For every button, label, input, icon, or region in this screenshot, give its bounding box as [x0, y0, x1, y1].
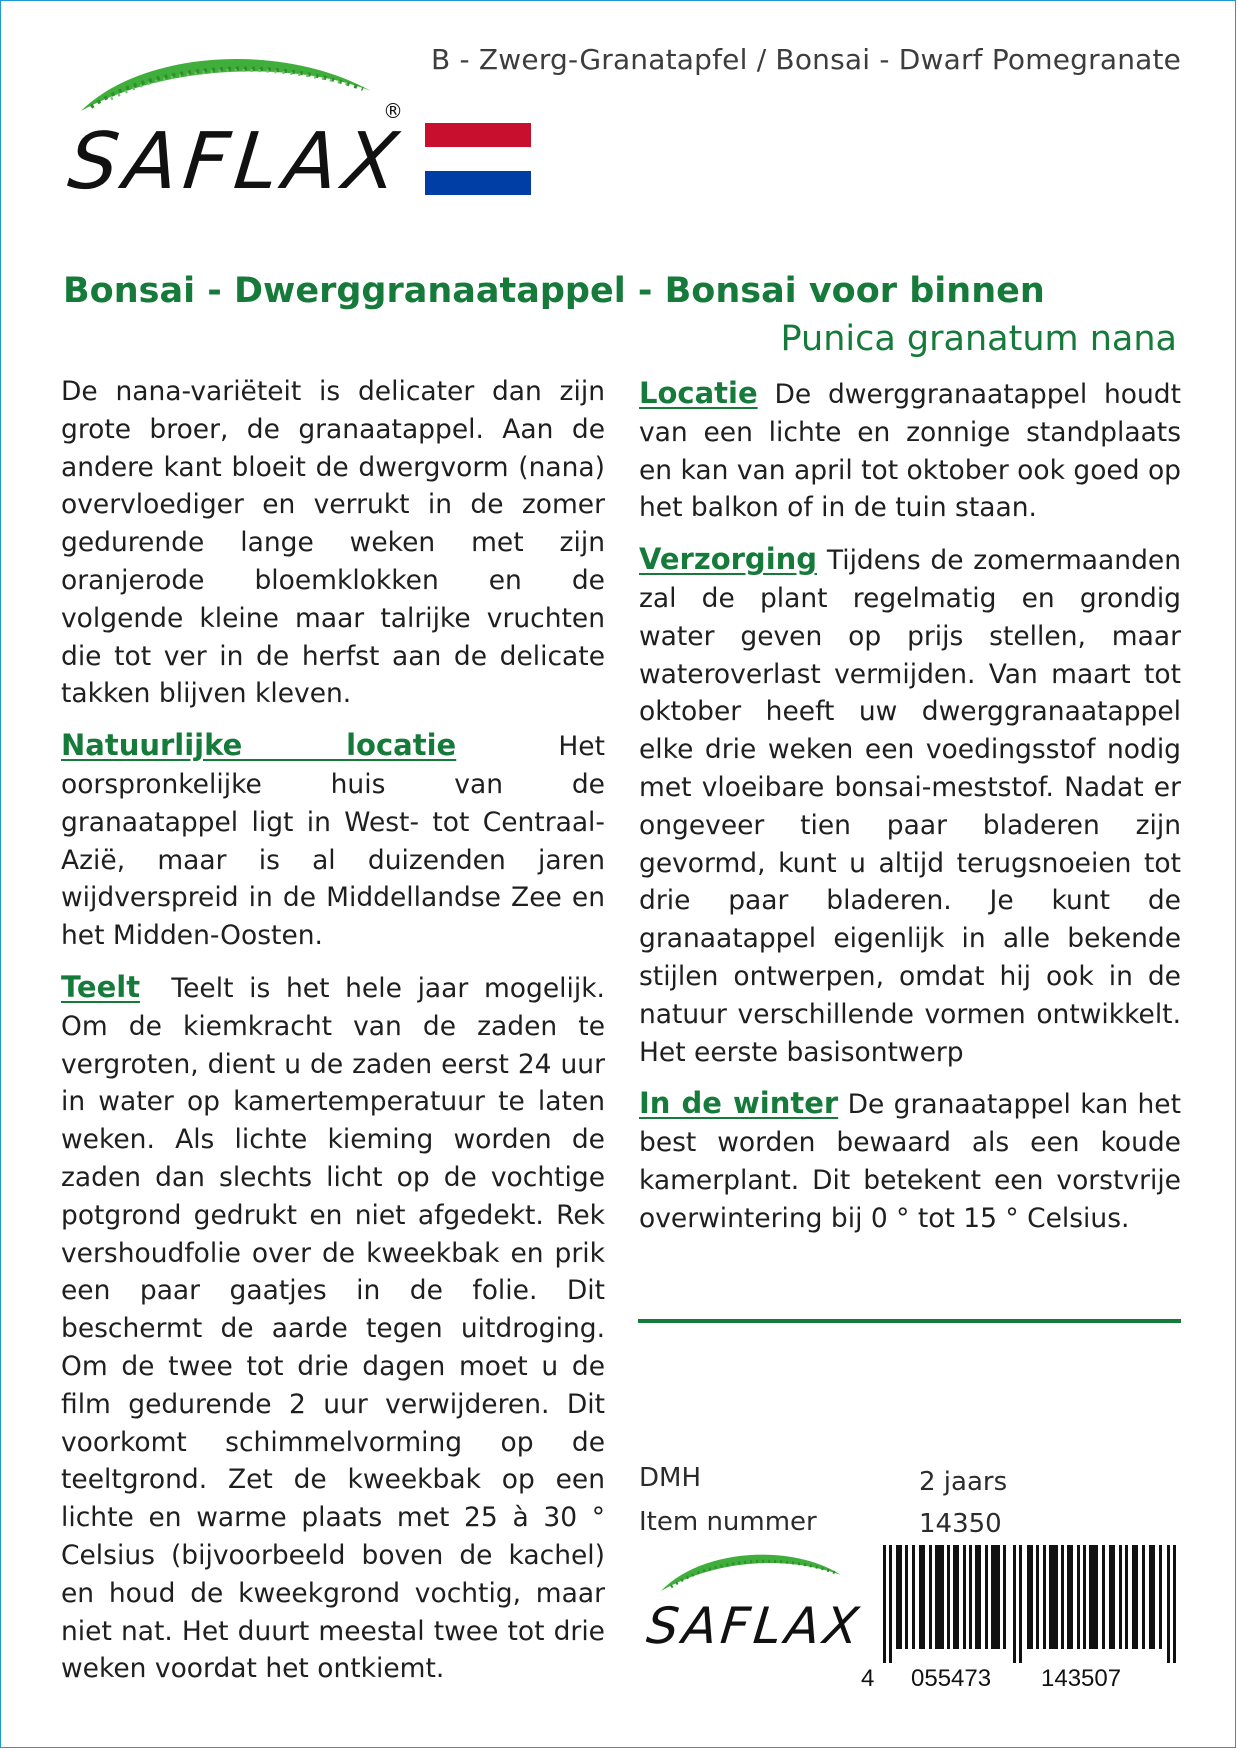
logo-wordmark: SAFLAX: [64, 117, 408, 207]
care-text: Tijdens de zomermaanden zal de plant regelmatig en grondig water geven op prijs stellen, maar wateroverlast vermijden. Van maart tot oktober heeft uw dwerggranaatappel elke drie weken een voedingsstof nodig met vloeibare bonsai-meststof. Nadat er ongeveer tien paar bladeren zijn gevormd, kunt u altijd terugsnoeien tot drie paar bladeren. Je kunt de granaatappel eigenlijk in alle bekende stijlen ontwerpen, omdat hij ook in de natuur verschillende vormen ontwikkelt. Het eerste basisontwerp: [639, 545, 1181, 1068]
left-column: [61, 373, 605, 1702]
item-number-value: 14350: [919, 1509, 1002, 1539]
saflax-logo: [51, 41, 421, 221]
care-heading: Verzorging: [639, 542, 818, 577]
natural-location-section: [61, 727, 605, 955]
care-section: [639, 541, 1181, 1071]
winter-heading: In de winter: [639, 1086, 839, 1121]
right-column: [639, 375, 1181, 1252]
barcode-first-digit: 4: [861, 1665, 875, 1692]
saflax-logo-small: [641, 1541, 866, 1661]
intro-paragraph: De nana-variëteit is delicater dan zijn grote broer, de granaatappel. Aan de andere kant bloeit de dwergvorm (nana) overvloediger en verrukt in de zomer gedurende lange weken met zijn oranjerode bloemklokken en de volgende kleine maar talrijke vruchten die tot ver in de herfst aan de delicate takken blijven kleven.: [61, 376, 605, 710]
natural-location-heading: Natuurlijke locatie: [61, 728, 457, 763]
registered-mark: ®: [383, 99, 403, 123]
location-heading: Locatie: [639, 376, 758, 410]
section-divider: [638, 1319, 1181, 1323]
barcode: [861, 1545, 1183, 1700]
item-number-label: Item nummer: [639, 1507, 817, 1537]
winter-text: De granaatappel kan het best worden bewaard als een koude kamerplant. Dit betekent een vorstvrije overwintering bij 0 ° tot 15 ° Celsius.: [639, 1089, 1181, 1234]
dutch-flag-icon: [425, 123, 531, 195]
cultivation-section: [61, 969, 605, 1688]
product-topline: B - Zwerg-Granatapfel / Bonsai - Dwarf Pomegranate: [431, 43, 1182, 76]
cultivation-text: Teelt is het hele jaar mogelijk. Om de kiemkracht van de zaden te vergroten, dient u de zaden eerst 24 uur in water op kamertemperatuur te laten weken. Als lichte kieming worden de zaden dan slechts licht op de vochtige potgrond gedrukt en niet afgedekt. Rek vershoudfolie over de kweekbak en prik een paar gaatjes in de folie. Dit beschermt de aarde tegen uitdroging. Om de twee tot drie dagen moet u de film gedurende 2 uur verwijderen. Dit voorkomt schimmelvorming op de teeltgrond. Zet de kweekbak op een lichte en warme plaats met 25 à 30 ° Celsius (bijvoorbeeld boven de kachel) en houd de kweekgrond vochtig, maar niet nat. Het duurt meestal twee tot drie weken voordat het ontkiemt.: [61, 972, 605, 1685]
flag-stripe-white: [425, 147, 531, 171]
natural-location-text: Het oorspronkelijke huis van de granaatappel ligt in West- tot Centraal-Azië, maar is al duizenden jaren wijdverspreid in de Middellandse Zee en het Midden-Oosten.: [61, 731, 605, 952]
cultivation-heading: Teelt: [61, 969, 141, 1004]
barcode-group-1: 055473: [911, 1665, 992, 1692]
flag-stripe-blue: [425, 171, 531, 195]
barcode-group-2: 143507: [1041, 1665, 1122, 1692]
latin-name: Punica granatum nana: [780, 319, 1177, 359]
dmh-label: DMH: [639, 1463, 702, 1493]
dmh-value: 2 jaars: [919, 1467, 1008, 1497]
barcode-bars-icon: [883, 1545, 1179, 1663]
page-title: Bonsai - Dwerggranaatappel - Bonsai voor binnen: [63, 271, 1045, 311]
location-text: De dwerggranaatappel houdt van een lichte en zonnige standplaats en kan van april tot oktober ook goed op het balkon of in de tuin staan.: [639, 379, 1181, 524]
flag-stripe-red: [425, 123, 531, 147]
logo-wordmark-small: SAFLAX: [643, 1597, 866, 1655]
winter-section: [639, 1085, 1181, 1237]
location-section: [639, 375, 1181, 527]
